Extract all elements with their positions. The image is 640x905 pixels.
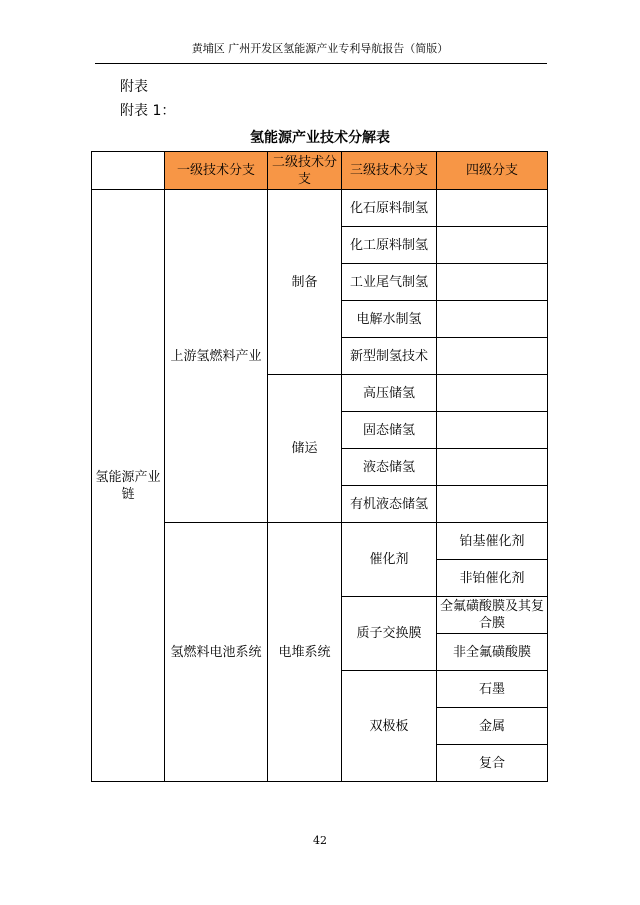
level4-cell-empty bbox=[437, 190, 548, 227]
level3-cell: 新型制氢技术 bbox=[342, 338, 437, 375]
level4-cell: 全氟磺酸膜及其复合膜 bbox=[437, 597, 548, 634]
header-row bbox=[92, 152, 548, 190]
level2-cell-stack: 电堆系统 bbox=[268, 523, 342, 782]
level3-cell: 液态储氢 bbox=[342, 449, 437, 486]
level4-cell-empty bbox=[437, 375, 548, 412]
level4-cell: 复合 bbox=[437, 745, 548, 782]
level4-cell: 金属 bbox=[437, 708, 548, 745]
level3-cell: 电解水制氢 bbox=[342, 301, 437, 338]
level3-cell: 化石原料制氢 bbox=[342, 190, 437, 227]
header-cell-level4: 四级分支 bbox=[437, 152, 548, 190]
level4-cell-empty bbox=[437, 338, 548, 375]
page-number: 42 bbox=[313, 834, 327, 847]
level1-cell-upstream: 上游氢燃料产业 bbox=[165, 190, 268, 523]
level3-cell: 工业尾气制氢 bbox=[342, 264, 437, 301]
level3-cell: 固态储氢 bbox=[342, 412, 437, 449]
appendix-sub-label: 附表 1： bbox=[120, 103, 176, 119]
level3-cell-bipolar: 双极板 bbox=[342, 671, 437, 782]
header-cell-level1: 一级技术分支 bbox=[165, 152, 268, 190]
root-cell: 氢能源产业链 bbox=[92, 190, 165, 782]
level4-cell-empty bbox=[437, 227, 548, 264]
level4-cell-empty bbox=[437, 301, 548, 338]
header-cell-level3: 三级技术分支 bbox=[342, 152, 437, 190]
level4-cell: 非全氟磺酸膜 bbox=[437, 634, 548, 671]
level3-cell-membrane: 质子交换膜 bbox=[342, 597, 437, 671]
level3-cell: 有机液态储氢 bbox=[342, 486, 437, 523]
level4-cell-empty bbox=[437, 449, 548, 486]
level4-cell: 铂基催化剂 bbox=[437, 523, 548, 560]
level2-cell-storage: 储运 bbox=[268, 375, 342, 523]
level2-cell-prep: 制备 bbox=[268, 190, 342, 375]
header-cell-level2: 二级技术分支 bbox=[268, 152, 342, 190]
level4-cell: 石墨 bbox=[437, 671, 548, 708]
header-cell-blank bbox=[92, 152, 165, 190]
level3-cell-catalyst: 催化剂 bbox=[342, 523, 437, 597]
table-title: 氢能源产业技术分解表 bbox=[250, 130, 390, 146]
table-row bbox=[92, 190, 548, 227]
appendix-label: 附表 bbox=[120, 79, 148, 95]
level3-cell: 高压储氢 bbox=[342, 375, 437, 412]
level4-cell-empty bbox=[437, 264, 548, 301]
level4-cell-empty bbox=[437, 486, 548, 523]
level4-cell: 非铂催化剂 bbox=[437, 560, 548, 597]
running-header: 黄埔区 广州开发区氢能源产业专利导航报告（简版） bbox=[191, 42, 449, 55]
header-rule bbox=[95, 63, 547, 64]
level4-cell-empty bbox=[437, 412, 548, 449]
level1-cell-fuelcell: 氢燃料电池系统 bbox=[165, 523, 268, 782]
tech-breakdown-table bbox=[91, 151, 548, 782]
level3-cell: 化工原料制氢 bbox=[342, 227, 437, 264]
